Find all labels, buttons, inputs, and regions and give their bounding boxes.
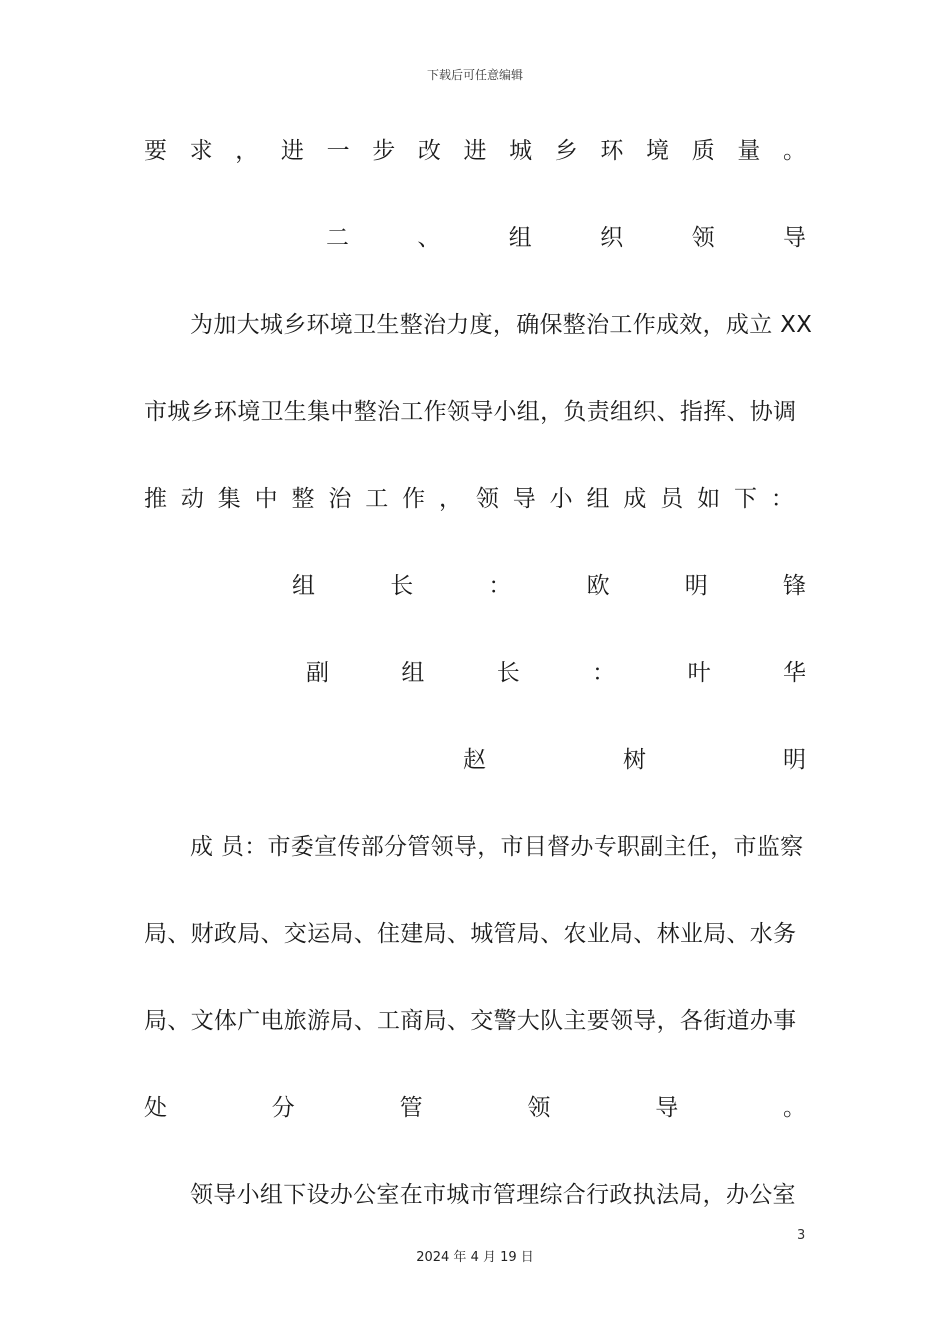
page-header: 下载后可任意编辑 <box>426 68 523 82</box>
char: 中 <box>254 486 278 512</box>
char: 。 <box>782 1095 806 1121</box>
char: 分 <box>271 1095 295 1121</box>
char: 副 <box>306 660 329 686</box>
char: 组 <box>292 573 315 599</box>
section-heading <box>326 218 806 258</box>
text-line <box>144 131 806 171</box>
char: 城 <box>509 138 533 164</box>
page-footer-date: 2024 年 4 月 19 日 <box>416 1250 534 1265</box>
char: 导 <box>782 225 806 251</box>
char: 成 <box>623 486 647 512</box>
char: 明 <box>783 747 806 773</box>
char: 领 <box>475 486 499 512</box>
char: 二 <box>326 225 349 251</box>
text-line <box>144 479 794 519</box>
char: 处 <box>144 1095 167 1121</box>
char: 作 <box>402 486 426 512</box>
char: 下 <box>734 486 757 512</box>
char: 治 <box>328 486 352 512</box>
char: ： <box>488 573 512 599</box>
char: 质 <box>691 138 715 164</box>
char: ， <box>439 486 462 512</box>
char: 华 <box>782 660 806 686</box>
char: 改 <box>417 138 441 164</box>
char: 进 <box>280 138 304 164</box>
char: 、 <box>417 225 441 251</box>
paragraph-line: 领导小组下设办公室在市城市管理综合行政执法局，办公室 <box>190 1182 796 1208</box>
char: 树 <box>623 747 646 773</box>
char: 步 <box>372 138 396 164</box>
deputy-leader-line <box>306 653 806 693</box>
char: 导 <box>512 486 536 512</box>
char: 要 <box>144 138 167 164</box>
char: 明 <box>684 573 708 599</box>
char: 如 <box>697 486 721 512</box>
char: 导 <box>655 1095 679 1121</box>
char: 进 <box>463 138 487 164</box>
char: 领 <box>527 1095 551 1121</box>
char: 织 <box>600 225 624 251</box>
char: 叶 <box>687 660 711 686</box>
paragraph-line: 市城乡环境卫生集中整治工作领导小组，负责组织、指挥、协调 <box>144 399 797 425</box>
char: 组 <box>586 486 610 512</box>
char: 境 <box>646 138 670 164</box>
char: 组 <box>508 225 532 251</box>
char: 环 <box>600 138 624 164</box>
char: 领 <box>691 225 715 251</box>
char: 推 <box>144 486 167 512</box>
text-line <box>144 1088 806 1128</box>
char: 整 <box>291 486 315 512</box>
char: 量 <box>737 138 761 164</box>
char: 集 <box>217 486 241 512</box>
page-number: 3 <box>797 1228 806 1243</box>
char: 管 <box>399 1095 423 1121</box>
char: 乡 <box>554 138 578 164</box>
char: 。 <box>782 138 806 164</box>
char: ： <box>770 486 794 512</box>
char: 动 <box>180 486 204 512</box>
char: 锋 <box>782 573 806 599</box>
char: 长 <box>496 660 520 686</box>
leader-line <box>292 566 806 606</box>
deputy-leader-line <box>463 740 806 780</box>
char: 长 <box>390 573 414 599</box>
char: 求 <box>189 138 213 164</box>
char: 一 <box>326 138 350 164</box>
char: 小 <box>549 486 573 512</box>
paragraph-line: 为加大城乡环境卫生整治力度，确保整治工作成效，成立 XX <box>190 312 813 338</box>
char: 工 <box>365 486 389 512</box>
char: ： <box>592 660 616 686</box>
char: 组 <box>401 660 425 686</box>
char: 欧 <box>586 573 610 599</box>
paragraph-line: 成 员：市委宣传部分管领导，市目督办专职副主任，市监察 <box>190 834 804 860</box>
char: 赵 <box>463 747 486 773</box>
char: ， <box>235 138 259 164</box>
char: 员 <box>660 486 684 512</box>
paragraph-line: 局、财政局、交运局、住建局、城管局、农业局、林业局、水务 <box>144 921 797 947</box>
paragraph-line: 局、文体广电旅游局、工商局、交警大队主要领导，各街道办事 <box>144 1008 797 1034</box>
